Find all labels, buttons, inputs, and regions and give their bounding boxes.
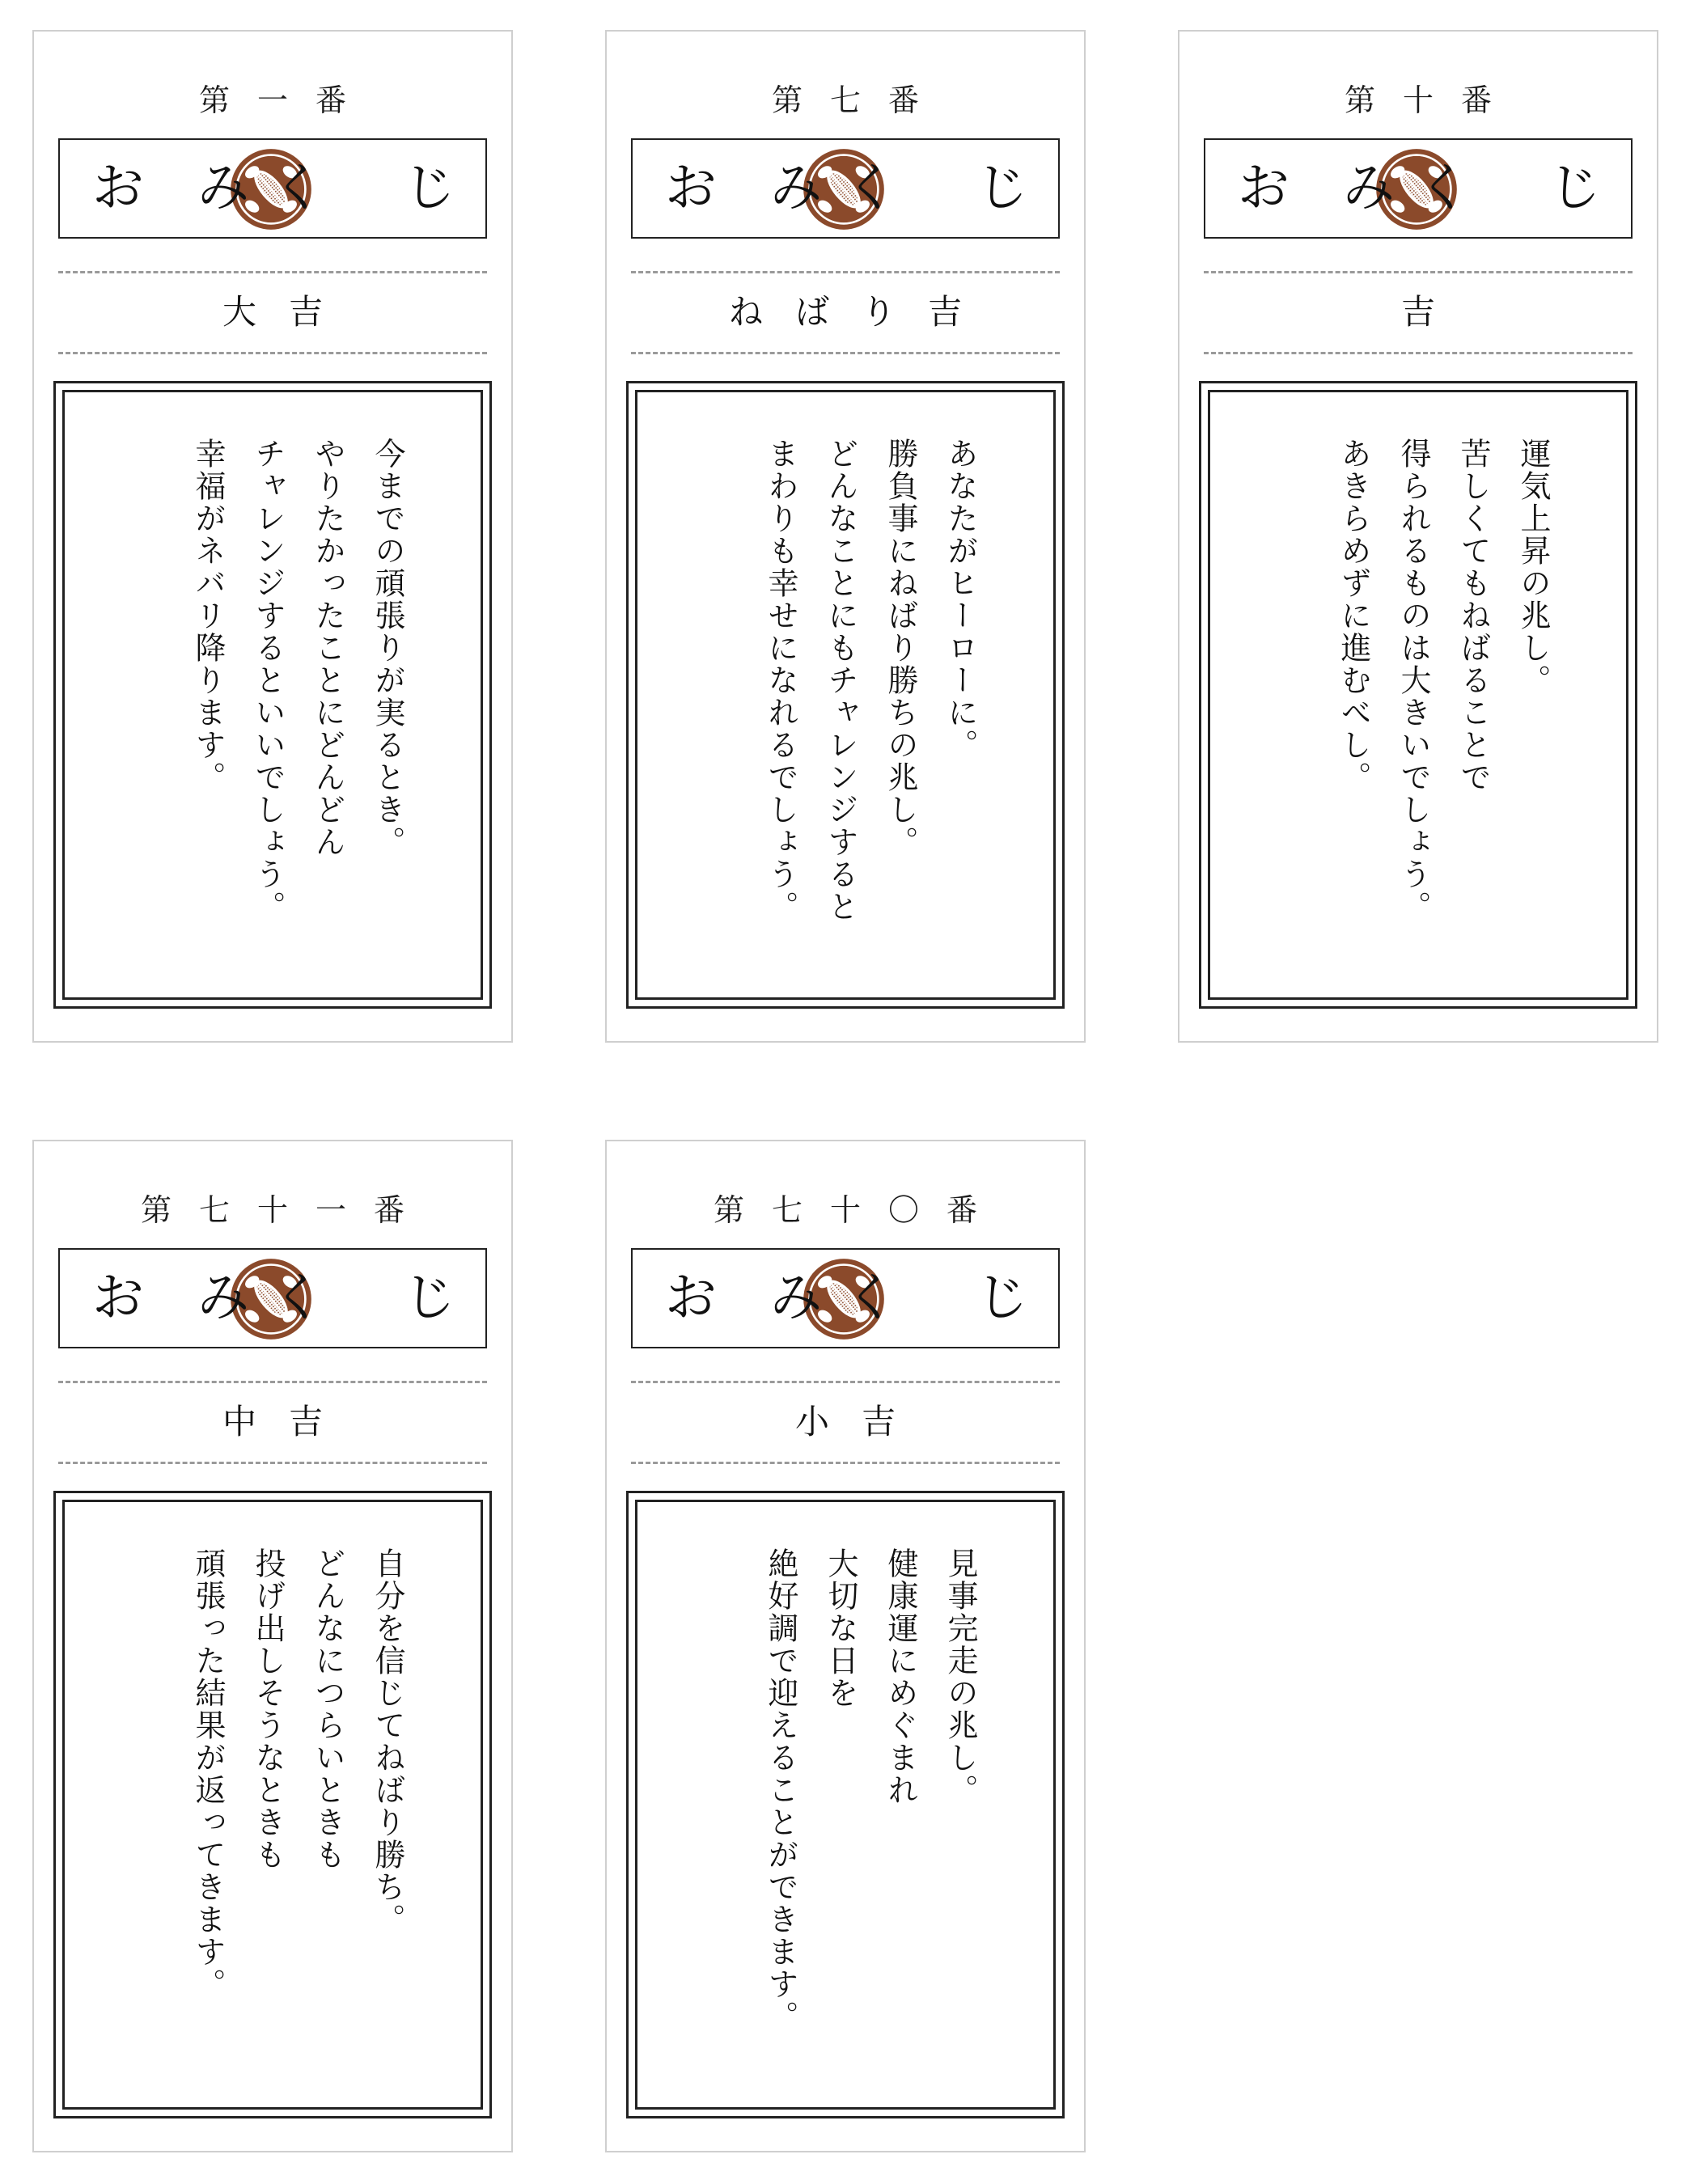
title-char: み — [197, 1268, 249, 1328]
message-line: 絶好調で迎えることができます。 — [763, 1547, 798, 2033]
message-line: あきらめずに進むべし。 — [1336, 438, 1371, 794]
message-line: チャレンジするといいでしょう。 — [250, 438, 286, 923]
title-char: く — [272, 159, 324, 218]
message-line: まわりも幸せになれるでしょう。 — [763, 438, 798, 923]
fortune-rank: 中吉 — [222, 1402, 355, 1441]
divider — [631, 1381, 1060, 1383]
card-number: 第七十一番 — [140, 1192, 432, 1228]
message-line: やりたかったことにどんどん — [310, 438, 345, 858]
message-line: 健康運にめぐまれ — [883, 1547, 918, 1806]
card-number: 第一番 — [198, 83, 374, 118]
title-char: く — [845, 1268, 896, 1328]
title-char: み — [197, 159, 249, 218]
message-line: 苦しくてもねばることで — [1455, 438, 1491, 794]
message-frame — [53, 381, 492, 1009]
divider — [58, 1381, 487, 1383]
omikuji-card-3 — [1178, 30, 1658, 1043]
message-line: どんなことにもチャレンジすると — [823, 438, 858, 923]
title-char: お — [92, 1268, 144, 1328]
message-inner-frame — [1208, 390, 1628, 1000]
divider — [1204, 271, 1633, 273]
title-char: じ — [1549, 159, 1601, 218]
title-char: お — [665, 1268, 717, 1328]
title-box — [1204, 138, 1633, 239]
divider — [58, 352, 487, 354]
divider — [631, 1462, 1060, 1464]
message-line: 見事完走の兆し。 — [942, 1547, 978, 1806]
message-line: 得られるものは大きいでしょう。 — [1395, 438, 1431, 923]
message-line: 幸福がネバリ降ります。 — [190, 438, 226, 794]
message-frame — [53, 1491, 492, 2118]
fortune-rank: ねばり吉 — [728, 292, 994, 332]
title-char: み — [1343, 159, 1395, 218]
divider — [1204, 352, 1633, 354]
title-char: み — [770, 159, 822, 218]
title-char: く — [272, 1268, 324, 1328]
card-number: 第七番 — [771, 83, 947, 118]
message-line: あなたがヒーローに。 — [942, 438, 978, 761]
message-frame — [1199, 381, 1637, 1009]
title-box — [631, 1248, 1060, 1348]
message-frame — [626, 381, 1065, 1009]
fortune-message — [178, 438, 417, 955]
title-char: お — [92, 159, 144, 218]
title-box — [58, 138, 487, 239]
title-box — [58, 1248, 487, 1348]
message-inner-frame — [635, 390, 1056, 1000]
card-number: 第十番 — [1344, 83, 1519, 118]
omikuji-card-2 — [605, 30, 1086, 1043]
fortune-rank: 小吉 — [794, 1402, 928, 1441]
fortune-message — [751, 438, 990, 955]
title-box — [631, 138, 1060, 239]
divider — [631, 352, 1060, 354]
message-line: 頑張った結果が返ってきます。 — [190, 1547, 226, 2000]
message-inner-frame — [62, 1500, 483, 2110]
fortune-rank: 大吉 — [222, 292, 355, 332]
message-line: 勝負事にねばり勝ちの兆し。 — [883, 438, 918, 858]
message-line: 自分を信じてねばり勝ち。 — [370, 1547, 405, 1936]
title-char: じ — [404, 1268, 455, 1328]
message-frame — [626, 1491, 1065, 2118]
title-char: み — [770, 1268, 822, 1328]
message-inner-frame — [635, 1500, 1056, 2110]
title-char: く — [845, 159, 896, 218]
message-line: 運気上昇の兆し。 — [1515, 438, 1551, 696]
title-char: じ — [404, 159, 455, 218]
omikuji-card-5 — [605, 1140, 1086, 2152]
divider — [58, 1462, 487, 1464]
title-char: じ — [976, 159, 1028, 218]
fortune-rank: 吉 — [1400, 292, 1467, 332]
message-line: 今までの頑張りが実るとき。 — [370, 438, 405, 858]
fortune-message — [1323, 438, 1563, 955]
title-char: お — [1238, 159, 1290, 218]
omikuji-card-1 — [32, 30, 513, 1043]
title-char: お — [665, 159, 717, 218]
divider — [631, 271, 1060, 273]
message-inner-frame — [62, 390, 483, 1000]
title-char: く — [1417, 159, 1469, 218]
card-number: 第七十〇番 — [713, 1192, 1005, 1228]
divider — [58, 271, 487, 273]
omikuji-card-4 — [32, 1140, 513, 2152]
fortune-message — [178, 1547, 417, 2065]
message-line: どんなにつらいときも — [310, 1547, 345, 1871]
title-char: じ — [976, 1268, 1028, 1328]
fortune-message — [751, 1547, 990, 2065]
message-line: 大切な日を — [823, 1547, 858, 1709]
message-line: 投げ出しそうなときも — [250, 1547, 286, 1871]
